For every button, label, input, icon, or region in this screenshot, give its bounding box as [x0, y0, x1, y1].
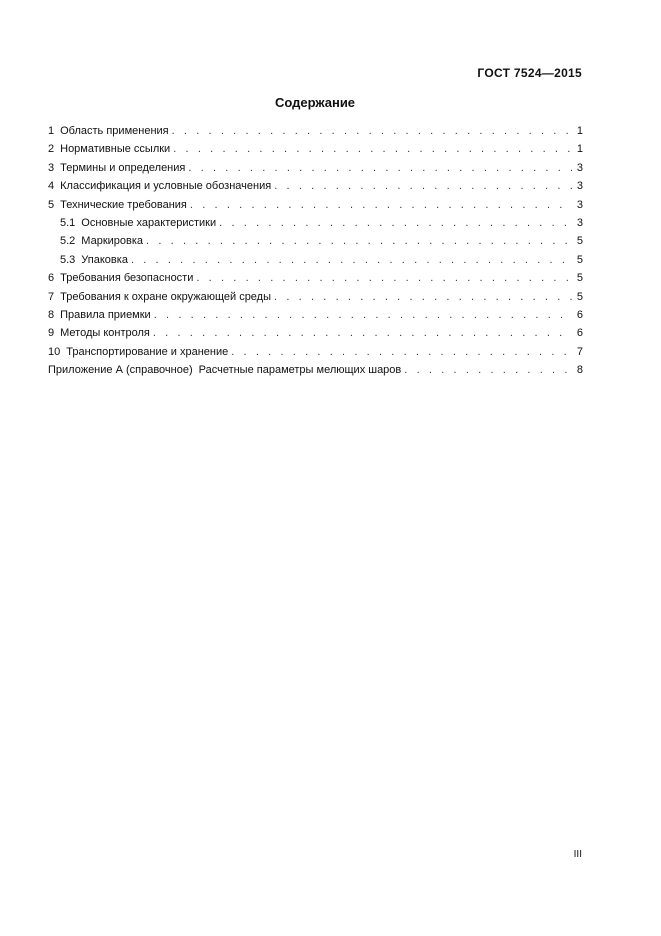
toc-entry-page: 5: [576, 272, 583, 285]
toc-entry-label: [60, 232, 143, 250]
toc-entry-5[interactable]: [48, 196, 583, 214]
toc-leader-dots: [173, 140, 572, 158]
toc-entry-5-1[interactable]: [48, 214, 583, 232]
toc-leader-dots: [196, 269, 572, 287]
toc-entry-label: [48, 324, 150, 342]
toc-leader-dots: [154, 306, 572, 324]
toc-entry-title: Требования безопасности: [60, 272, 194, 285]
toc-entry-number: 6: [48, 272, 55, 285]
toc-entry-label: [48, 269, 193, 287]
toc-entry-page: 5: [576, 290, 583, 303]
toc-entry-1[interactable]: [48, 122, 583, 140]
toc-entry-title: Транспортирование и хранение: [66, 345, 229, 358]
toc-entry-label: [48, 140, 170, 158]
toc-leader-dots: [153, 324, 572, 342]
toc-entry-page: 3: [576, 161, 583, 174]
toc-entry-number: 5: [48, 198, 55, 211]
toc-leader-dots: [172, 122, 572, 140]
toc-entry-5-3[interactable]: [48, 251, 583, 269]
toc-entry-number: 1: [48, 125, 55, 137]
toc-entry-8[interactable]: [48, 306, 583, 324]
toc-entry-label: [60, 251, 128, 269]
toc-entry-title: Технические требования: [60, 198, 187, 211]
toc-entry-number: 10: [48, 345, 61, 358]
toc-entry-appendix-a[interactable]: [48, 361, 583, 379]
toc-entry-title: Требования к охране окружающей среды: [60, 290, 272, 303]
toc-entry-label: [48, 343, 228, 361]
toc-entry-title: Термины и определения: [60, 161, 186, 174]
toc-entry-label: [48, 159, 185, 177]
toc-entry-label: [48, 122, 169, 140]
toc-entry-2[interactable]: [48, 140, 583, 158]
toc-entry-label: [48, 306, 151, 324]
toc-entry-page: 5: [576, 235, 583, 248]
toc-entry-number: 5.3: [60, 253, 76, 266]
toc-leader-dots: [146, 232, 572, 250]
toc-entry-label: [48, 196, 187, 214]
toc-leader-dots: [404, 361, 572, 379]
toc-entry-title: Расчетные параметры мелющих шаров: [198, 364, 402, 377]
toc-entry-9[interactable]: [48, 324, 583, 342]
toc-entry-title: Классификация и условные обозначения: [60, 180, 272, 193]
toc-entry-number: 3: [48, 161, 55, 174]
toc-entry-7[interactable]: [48, 288, 583, 306]
toc-entry-5-2[interactable]: [48, 232, 583, 250]
toc-entry-label: [60, 214, 216, 232]
toc-entry-3[interactable]: [48, 159, 583, 177]
document-code: ГОСТ 7524—2015: [477, 66, 582, 80]
toc-entry-page: 3: [576, 216, 583, 229]
toc-leader-dots: [190, 196, 572, 214]
toc-entry-number: 2: [48, 143, 55, 156]
toc-entry-title: Упаковка: [81, 253, 128, 266]
toc-leader-dots: [274, 177, 572, 195]
table-of-contents: [48, 122, 583, 379]
toc-entry-number: 5.2: [60, 235, 76, 248]
toc-entry-title: Правила приемки: [60, 308, 151, 321]
toc-entry-4[interactable]: [48, 177, 583, 195]
toc-entry-number: 7: [48, 290, 55, 303]
toc-entry-number: Приложение А (справочное): [48, 364, 193, 377]
toc-entry-number: 8: [48, 308, 55, 321]
toc-entry-page: 6: [576, 308, 583, 321]
toc-entry-number: 5.1: [60, 216, 76, 229]
toc-entry-number: 4: [48, 180, 55, 193]
toc-entry-page: 8: [576, 364, 583, 377]
toc-entry-title: Методы контроля: [60, 327, 150, 340]
toc-leader-dots: [219, 214, 572, 232]
toc-entry-page: 1: [576, 143, 583, 156]
toc-entry-page: 1: [576, 125, 583, 137]
toc-entry-6[interactable]: [48, 269, 583, 287]
toc-entry-label: [48, 288, 271, 306]
toc-entry-number: 9: [48, 327, 55, 340]
page-number: III: [573, 849, 582, 860]
toc-entry-label: [48, 177, 271, 195]
toc-leader-dots: [188, 159, 572, 177]
toc-entry-page: 3: [576, 198, 583, 211]
toc-leader-dots: [131, 251, 572, 269]
toc-title: Содержание: [274, 95, 356, 110]
toc-entry-title: Область применения: [60, 125, 169, 137]
toc-entry-page: 3: [576, 180, 583, 193]
toc-entry-page: 7: [576, 345, 583, 358]
toc-leader-dots: [231, 343, 572, 361]
toc-entry-page: 6: [576, 327, 583, 340]
toc-entry-10[interactable]: [48, 343, 583, 361]
toc-leader-dots: [274, 288, 572, 306]
toc-entry-page: 5: [576, 253, 583, 266]
toc-entry-title: Основные характеристики: [81, 216, 217, 229]
toc-entry-label: [48, 361, 401, 379]
toc-entry-title: Нормативные ссылки: [60, 143, 171, 156]
toc-entry-title: Маркировка: [81, 235, 144, 248]
